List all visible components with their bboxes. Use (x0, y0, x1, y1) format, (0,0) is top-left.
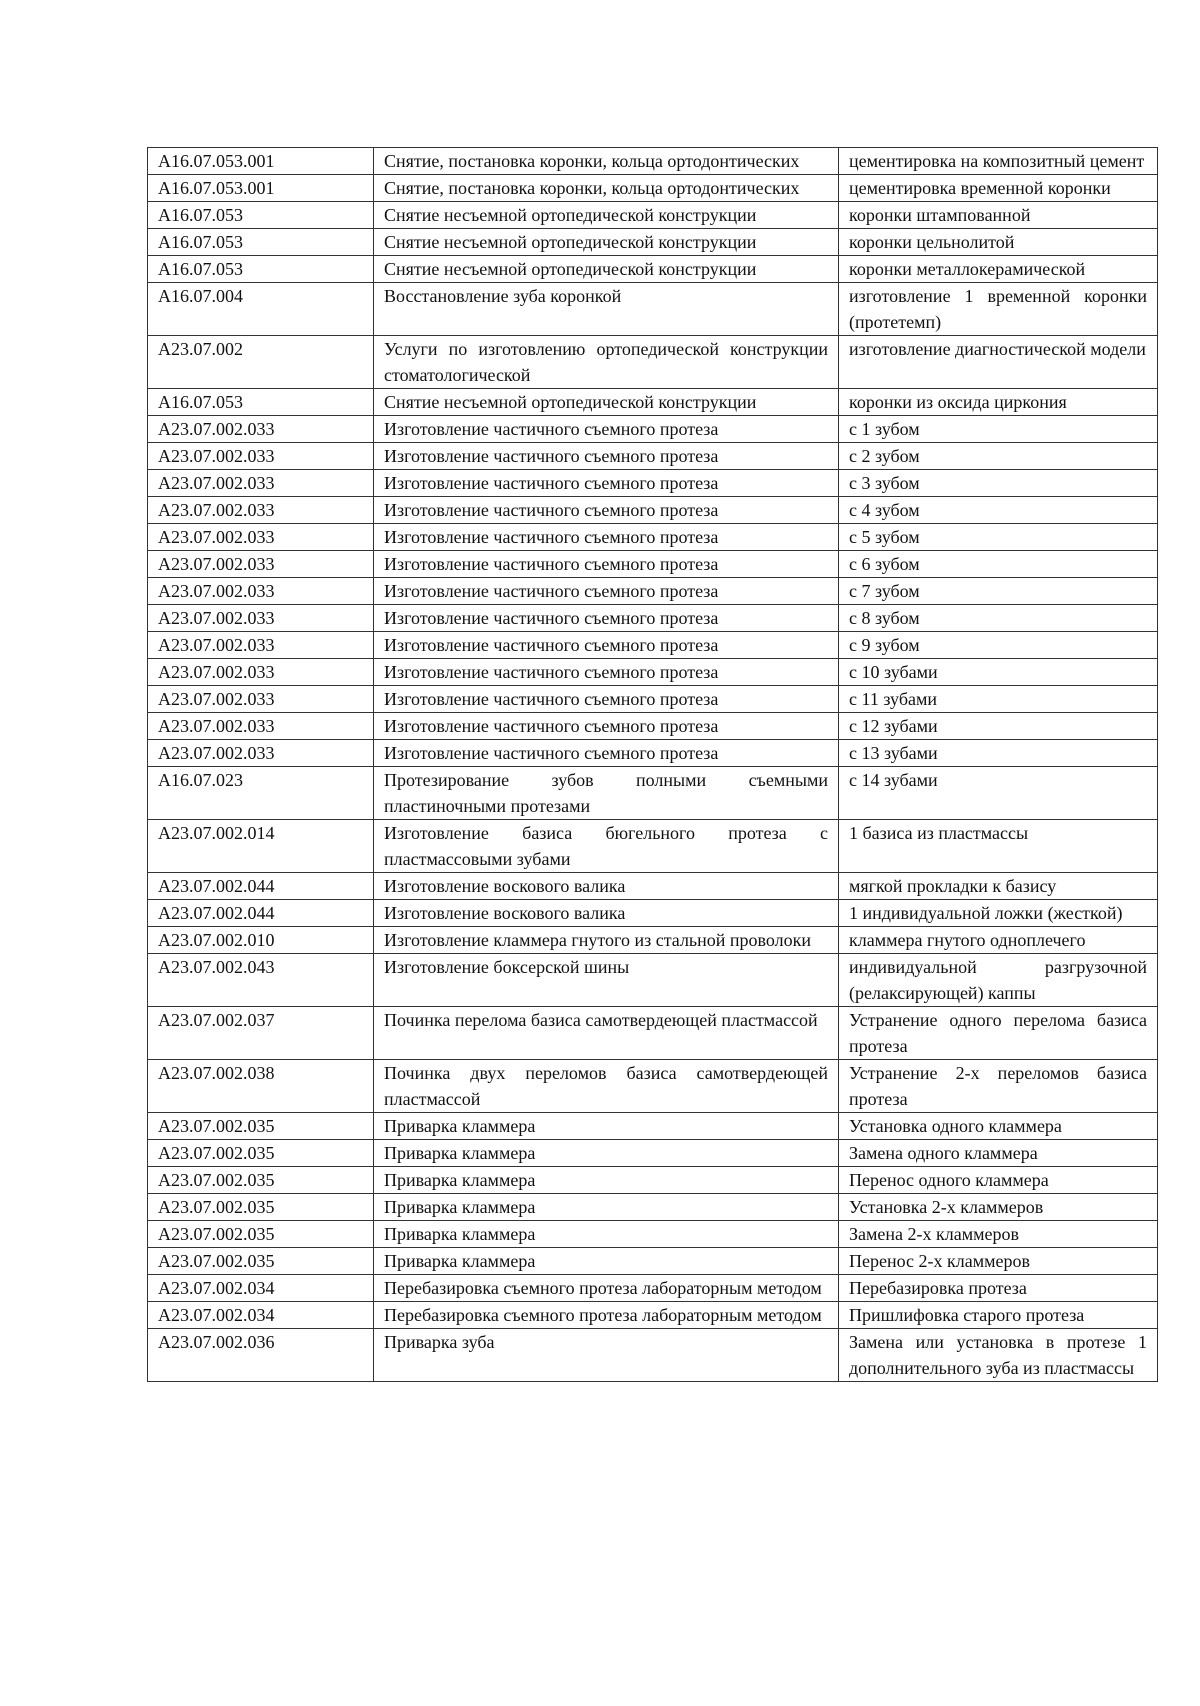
table-row (148, 175, 1158, 202)
service-item-cell: с 4 зубом (839, 497, 1158, 524)
service-name-cell: Услуги по изготовлению ортопедической конструкции стоматологической (374, 336, 839, 389)
service-item-cell: Установка одного кламмера (839, 1113, 1158, 1140)
service-item-cell: Перенос одного кламмера (839, 1167, 1158, 1194)
service-item-cell: цементировка временной коронки (839, 175, 1158, 202)
service-item-cell: Установка 2-х кламмеров (839, 1194, 1158, 1221)
service-item-cell: с 7 зубом (839, 578, 1158, 605)
table-row (148, 1113, 1158, 1140)
service-name-cell: Изготовление частичного съемного протеза (374, 605, 839, 632)
service-code-cell: А16.07.004 (148, 283, 374, 336)
service-item-cell: с 8 зубом (839, 605, 1158, 632)
table-row (148, 229, 1158, 256)
services-table (147, 147, 1158, 1382)
service-name-cell: Приварка кламмера (374, 1194, 839, 1221)
service-code-cell: А23.07.002.033 (148, 551, 374, 578)
service-item-cell: с 5 зубом (839, 524, 1158, 551)
service-code-cell: А23.07.002.044 (148, 900, 374, 927)
table-row (148, 148, 1158, 175)
service-name-cell: Восстановление зуба коронкой (374, 283, 839, 336)
service-name-cell: Приварка кламмера (374, 1113, 839, 1140)
table-row (148, 256, 1158, 283)
table-row (148, 202, 1158, 229)
service-item-cell: коронки из оксида циркония (839, 389, 1158, 416)
service-name-cell: Изготовление частичного съемного протеза (374, 686, 839, 713)
service-item-cell: коронки цельнолитой (839, 229, 1158, 256)
service-item-cell: с 9 зубом (839, 632, 1158, 659)
table-row (148, 1329, 1158, 1382)
service-name-cell: Изготовление частичного съемного протеза (374, 578, 839, 605)
service-name-cell: Приварка зуба (374, 1329, 839, 1382)
service-code-cell: А23.07.002.035 (148, 1221, 374, 1248)
table-row (148, 1140, 1158, 1167)
service-name-cell: Протезирование зубов полными съемными пластиночными протезами (374, 767, 839, 820)
service-item-cell: Замена одного кламмера (839, 1140, 1158, 1167)
service-item-cell: Пришлифовка старого протеза (839, 1302, 1158, 1329)
service-code-cell: А23.07.002.035 (148, 1113, 374, 1140)
service-item-cell: с 1 зубом (839, 416, 1158, 443)
table-row (148, 551, 1158, 578)
service-item-cell: с 10 зубами (839, 659, 1158, 686)
service-name-cell: Изготовление кламмера гнутого из стальной проволоки (374, 927, 839, 954)
service-item-cell: Замена 2-х кламмеров (839, 1221, 1158, 1248)
service-item-cell: изготовление 1 временной коронки (протетемп) (839, 283, 1158, 336)
service-name-cell: Изготовление частичного съемного протеза (374, 497, 839, 524)
service-code-cell: А23.07.002.044 (148, 873, 374, 900)
service-item-cell: с 11 зубами (839, 686, 1158, 713)
table-row (148, 873, 1158, 900)
service-code-cell: А23.07.002.033 (148, 605, 374, 632)
service-name-cell: Снятие, постановка коронки, кольца ортодонтических (374, 148, 839, 175)
table-row (148, 632, 1158, 659)
table-row (148, 1167, 1158, 1194)
service-code-cell: А23.07.002.033 (148, 497, 374, 524)
table-row (148, 578, 1158, 605)
service-name-cell: Изготовление частичного съемного протеза (374, 632, 839, 659)
service-name-cell: Перебазировка съемного протеза лабораторным методом (374, 1275, 839, 1302)
table-row (148, 686, 1158, 713)
table-row (148, 767, 1158, 820)
service-code-cell: А23.07.002.033 (148, 443, 374, 470)
table-row (148, 659, 1158, 686)
service-code-cell: А23.07.002.035 (148, 1248, 374, 1275)
service-item-cell: Перенос 2-х кламмеров (839, 1248, 1158, 1275)
service-name-cell: Починка перелома базиса самотвердеющей пластмассой (374, 1007, 839, 1060)
service-code-cell: А23.07.002.034 (148, 1302, 374, 1329)
table-row (148, 900, 1158, 927)
service-code-cell: А23.07.002.033 (148, 713, 374, 740)
service-name-cell: Изготовление частичного съемного протеза (374, 713, 839, 740)
table-row (148, 954, 1158, 1007)
service-item-cell: с 6 зубом (839, 551, 1158, 578)
service-name-cell: Изготовление базиса бюгельного протеза с пластмассовыми зубами (374, 820, 839, 873)
table-row (148, 443, 1158, 470)
service-code-cell: А23.07.002.033 (148, 740, 374, 767)
service-name-cell: Снятие несъемной ортопедической конструкции (374, 256, 839, 283)
service-item-cell: индивидуальной разгрузочной (релаксирующей) каппы (839, 954, 1158, 1007)
table-row (148, 740, 1158, 767)
service-name-cell: Снятие несъемной ортопедической конструкции (374, 202, 839, 229)
service-item-cell: Перебазировка протеза (839, 1275, 1158, 1302)
table-row (148, 713, 1158, 740)
service-code-cell: А23.07.002.038 (148, 1060, 374, 1113)
table-row (148, 605, 1158, 632)
service-code-cell: А23.07.002.036 (148, 1329, 374, 1382)
service-name-cell: Изготовление воскового валика (374, 873, 839, 900)
service-item-cell: мягкой прокладки к базису (839, 873, 1158, 900)
service-code-cell: А23.07.002.033 (148, 686, 374, 713)
table-row (148, 927, 1158, 954)
service-name-cell: Перебазировка съемного протеза лабораторным методом (374, 1302, 839, 1329)
service-name-cell: Снятие несъемной ортопедической конструкции (374, 229, 839, 256)
service-name-cell: Изготовление боксерской шины (374, 954, 839, 1007)
table-row (148, 389, 1158, 416)
service-name-cell: Изготовление частичного съемного протеза (374, 740, 839, 767)
service-name-cell: Изготовление частичного съемного протеза (374, 659, 839, 686)
table-row (148, 497, 1158, 524)
table-row (148, 470, 1158, 497)
service-code-cell: А16.07.053.001 (148, 175, 374, 202)
service-name-cell: Изготовление воскового валика (374, 900, 839, 927)
service-code-cell: А16.07.053 (148, 256, 374, 283)
service-item-cell: с 2 зубом (839, 443, 1158, 470)
service-code-cell: А23.07.002.033 (148, 659, 374, 686)
service-item-cell: коронки штампованной (839, 202, 1158, 229)
service-code-cell: А23.07.002.033 (148, 632, 374, 659)
services-table-body (148, 148, 1158, 1382)
service-item-cell: изготовление диагностической модели (839, 336, 1158, 389)
service-code-cell: А23.07.002.033 (148, 524, 374, 551)
service-name-cell: Изготовление частичного съемного протеза (374, 416, 839, 443)
table-row (148, 1007, 1158, 1060)
service-code-cell: А23.07.002.043 (148, 954, 374, 1007)
service-code-cell: А16.07.053 (148, 202, 374, 229)
service-name-cell: Приварка кламмера (374, 1221, 839, 1248)
service-code-cell: А23.07.002.033 (148, 416, 374, 443)
table-row (148, 336, 1158, 389)
service-code-cell: А23.07.002.037 (148, 1007, 374, 1060)
service-name-cell: Снятие, постановка коронки, кольца ортодонтических (374, 175, 839, 202)
service-item-cell: Устранение одного перелома базиса протеза (839, 1007, 1158, 1060)
service-item-cell: Устранение 2-х переломов базиса протеза (839, 1060, 1158, 1113)
table-row (148, 416, 1158, 443)
service-item-cell: кламмера гнутого одноплечего (839, 927, 1158, 954)
service-code-cell: А23.07.002.035 (148, 1140, 374, 1167)
table-row (148, 1221, 1158, 1248)
service-name-cell: Приварка кламмера (374, 1140, 839, 1167)
service-code-cell: А23.07.002.033 (148, 470, 374, 497)
service-code-cell: А16.07.053 (148, 389, 374, 416)
service-code-cell: А23.07.002.033 (148, 578, 374, 605)
table-row (148, 283, 1158, 336)
service-item-cell: Замена или установка в протезе 1 дополнительного зуба из пластмассы (839, 1329, 1158, 1382)
service-code-cell: А23.07.002.035 (148, 1194, 374, 1221)
table-row (148, 1060, 1158, 1113)
service-code-cell: А23.07.002.014 (148, 820, 374, 873)
table-row (148, 1302, 1158, 1329)
table-row (148, 1248, 1158, 1275)
service-name-cell: Изготовление частичного съемного протеза (374, 470, 839, 497)
service-code-cell: А16.07.053.001 (148, 148, 374, 175)
service-code-cell: А23.07.002.035 (148, 1167, 374, 1194)
service-item-cell: с 13 зубами (839, 740, 1158, 767)
table-row (148, 1275, 1158, 1302)
service-code-cell: А23.07.002 (148, 336, 374, 389)
service-name-cell: Приварка кламмера (374, 1167, 839, 1194)
service-item-cell: с 3 зубом (839, 470, 1158, 497)
service-item-cell: 1 индивидуальной ложки (жесткой) (839, 900, 1158, 927)
service-code-cell: А23.07.002.010 (148, 927, 374, 954)
service-code-cell: А16.07.053 (148, 229, 374, 256)
table-row (148, 524, 1158, 551)
service-item-cell: цементировка на композитный цемент (839, 148, 1158, 175)
service-name-cell: Изготовление частичного съемного протеза (374, 524, 839, 551)
table-row (148, 820, 1158, 873)
service-item-cell: 1 базиса из пластмассы (839, 820, 1158, 873)
service-name-cell: Приварка кламмера (374, 1248, 839, 1275)
service-code-cell: А16.07.023 (148, 767, 374, 820)
service-item-cell: с 12 зубами (839, 713, 1158, 740)
service-item-cell: с 14 зубами (839, 767, 1158, 820)
service-name-cell: Изготовление частичного съемного протеза (374, 443, 839, 470)
service-code-cell: А23.07.002.034 (148, 1275, 374, 1302)
service-name-cell: Снятие несъемной ортопедической конструкции (374, 389, 839, 416)
service-name-cell: Починка двух переломов базиса самотвердеющей пластмассой (374, 1060, 839, 1113)
service-item-cell: коронки металлокерамической (839, 256, 1158, 283)
table-row (148, 1194, 1158, 1221)
service-name-cell: Изготовление частичного съемного протеза (374, 551, 839, 578)
